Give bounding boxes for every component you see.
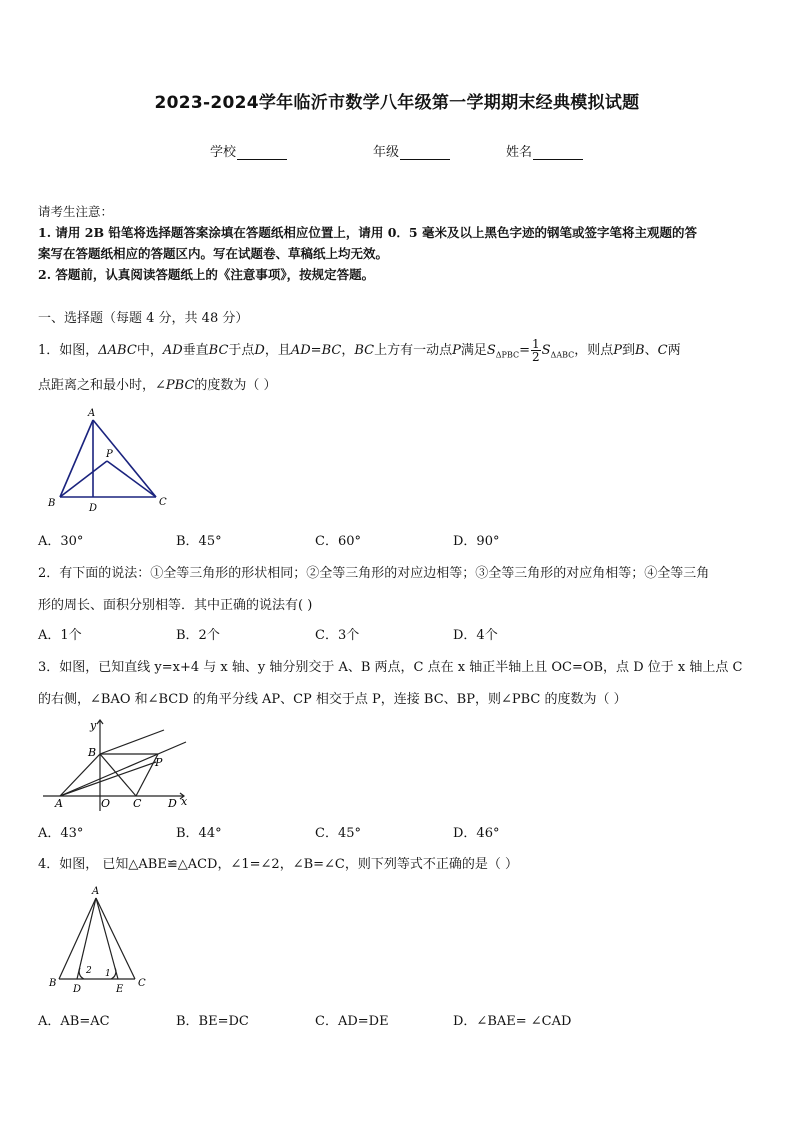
q3-label-p: P: [155, 756, 163, 769]
notice-heading: 请考生注意：: [38, 204, 114, 219]
q2-option-c[interactable]: C．3个: [315, 628, 360, 643]
q4-option-a[interactable]: A．AB=AC: [38, 1014, 110, 1029]
q4-option-b[interactable]: B．BE=DC: [176, 1014, 249, 1029]
q3-label-c: C: [133, 797, 142, 810]
q3-label-y: y: [90, 719, 97, 732]
school-blank[interactable]: [237, 146, 287, 160]
page-title: 2023-2024学年临沂市数学八年级第一学期期末经典模拟试题: [154, 93, 640, 113]
question-2-line-2: 形的周长、面积分别相等．其中正确的说法有( ): [38, 598, 313, 613]
grade-label: 年级: [373, 145, 400, 160]
question-3-line-1: 3．如图，已知直线 y=x+4 与 x 轴、y 轴分别交于 A、B 两点，C 点在 x 轴正半轴上且 OC=OB，点 D 位于 x 轴上点 C: [38, 660, 743, 675]
q1-label-p: P: [106, 449, 113, 460]
q3-option-c[interactable]: C．45°: [315, 826, 361, 841]
q1-label-d: D: [89, 503, 98, 514]
question-2-line-1: 2．有下面的说法：①全等三角形的形状相同；②全等三角形的对应边相等；③全等三角形的对应角相等；④全等三角: [38, 566, 710, 581]
question-1-line-2: 点距离之和最小时，∠PBC的度数为（ ）: [38, 378, 277, 393]
q1-label-c: C: [159, 497, 167, 508]
q4-option-d[interactable]: D．∠BAE= ∠CAD: [453, 1014, 572, 1029]
q4-triangle-figure: [38, 884, 168, 996]
notice-line-1: 1. 请用 2B 铅笔将选择题答案涂填在答题纸相应位置上，请用 0．5 毫米及以上黑色字迹的钢笔或签字笔将主观题的答: [38, 225, 697, 240]
q4-label-d: D: [73, 984, 82, 995]
q4-option-c[interactable]: C．AD=DE: [315, 1014, 389, 1029]
q3-coordinate-figure: [38, 716, 198, 814]
name-field[interactable]: [506, 141, 583, 160]
notice-line-2: 案写在答题纸相应的答题区内。写在试题卷、草稿纸上均无效。: [38, 246, 389, 261]
notice-line-3: 2. 答题前，认真阅读答题纸上的《注意事项》，按规定答题。: [38, 267, 375, 282]
name-label: 姓名: [506, 145, 533, 160]
q1-option-a[interactable]: A．30°: [38, 534, 84, 549]
q3-label-b: B: [88, 746, 97, 759]
q1-triangle-figure: [38, 402, 178, 520]
q2-option-b[interactable]: B．2个: [176, 628, 220, 643]
q4-label-angle-2: 2: [86, 966, 92, 976]
q3-label-d: D: [168, 797, 177, 810]
q1-label-a: A: [88, 408, 96, 419]
question-1-line-1: 1．如图，ΔABC中，AD垂直BC于点D，且AD=BC，BC上方有一动点P满足$S_{\Delta PBC}=$ $\frac{1}{2}$ $S_{\Delta ABC}$，则点P到B、C两: [38, 337, 681, 364]
q1-label-b: B: [48, 498, 56, 509]
q3-option-b[interactable]: B．44°: [176, 826, 222, 841]
q3-label-a: A: [55, 797, 63, 810]
q4-label-angle-1: 1: [105, 969, 111, 979]
q3-option-a[interactable]: A．43°: [38, 826, 84, 841]
fraction-one-half: $\frac{1}{2}$: [532, 337, 540, 364]
area-formula: $S_{\Delta PBC}=$ $\frac{1}{2}$ $S_{\Delta ABC}$: [486, 337, 575, 364]
question-4-line-1: 4．如图， 已知△ABE≌△ACD，∠1=∠2，∠B=∠C，则下列等式不正确的是（ ）: [38, 857, 519, 872]
q4-label-c: C: [138, 978, 146, 989]
q2-option-a[interactable]: A．1个: [38, 628, 82, 643]
grade-field[interactable]: [373, 141, 450, 160]
school-field[interactable]: [210, 141, 287, 160]
school-label: 学校: [210, 145, 237, 160]
q3-label-x: x: [181, 795, 188, 808]
question-3-line-2: 的右侧，∠BAO 和∠BCD 的角平分线 AP、CP 相交于点 P，连接 BC、BP，则∠PBC 的度数为（ ）: [38, 692, 627, 707]
q1-option-d[interactable]: D．90°: [453, 534, 500, 549]
name-blank[interactable]: [533, 146, 583, 160]
grade-blank[interactable]: [400, 146, 450, 160]
q1-option-c[interactable]: C．60°: [315, 534, 361, 549]
q2-option-d[interactable]: D．4个: [453, 628, 498, 643]
q3-label-o: O: [101, 797, 111, 810]
q4-label-a: A: [92, 886, 100, 897]
q3-option-d[interactable]: D．46°: [453, 826, 500, 841]
q4-label-b: B: [49, 978, 57, 989]
q1-option-b[interactable]: B．45°: [176, 534, 222, 549]
section-heading: 一、选择题（每题 4 分，共 48 分）: [38, 311, 249, 326]
q4-label-e: E: [116, 984, 124, 995]
